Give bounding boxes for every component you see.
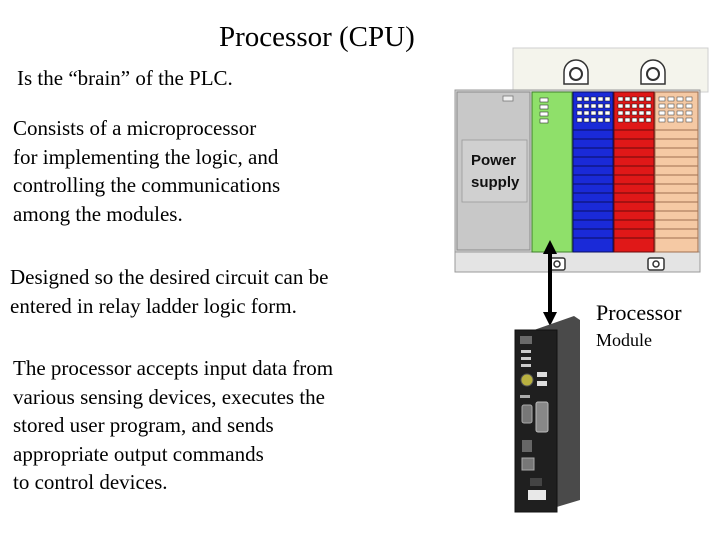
input-module <box>573 92 613 252</box>
module-label: Module <box>596 330 652 350</box>
text-line: The processor accepts input data from <box>13 356 334 380</box>
io-module-right <box>655 92 698 252</box>
processor-label: Processor <box>596 300 682 325</box>
power-supply-label: supply <box>471 174 520 191</box>
processor-slot <box>532 92 572 252</box>
text-line: appropriate output commands <box>13 441 264 466</box>
processor-module-device <box>515 316 580 512</box>
text-line: Consists of a microprocessor <box>13 116 257 140</box>
text-line: among the modules. <box>13 201 183 226</box>
text-line: various sensing devices, executes the <box>13 384 325 409</box>
output-module <box>614 92 654 252</box>
text-line: Designed so the desired circuit can be <box>10 265 329 289</box>
text-line: for implementing the logic, and <box>13 144 279 169</box>
text-line: Is the “brain” of the PLC. <box>17 66 233 90</box>
text-line: stored user program, and sends <box>13 413 274 437</box>
text-line: to control devices. <box>13 470 168 494</box>
text-line: entered in relay ladder logic form. <box>10 293 297 318</box>
double-arrow-icon <box>543 240 557 326</box>
slide-title: Processor (CPU) <box>219 21 415 53</box>
text-line: controlling the communications <box>13 173 281 197</box>
power-supply-module <box>457 92 530 250</box>
power-supply-label: Power <box>471 152 517 169</box>
